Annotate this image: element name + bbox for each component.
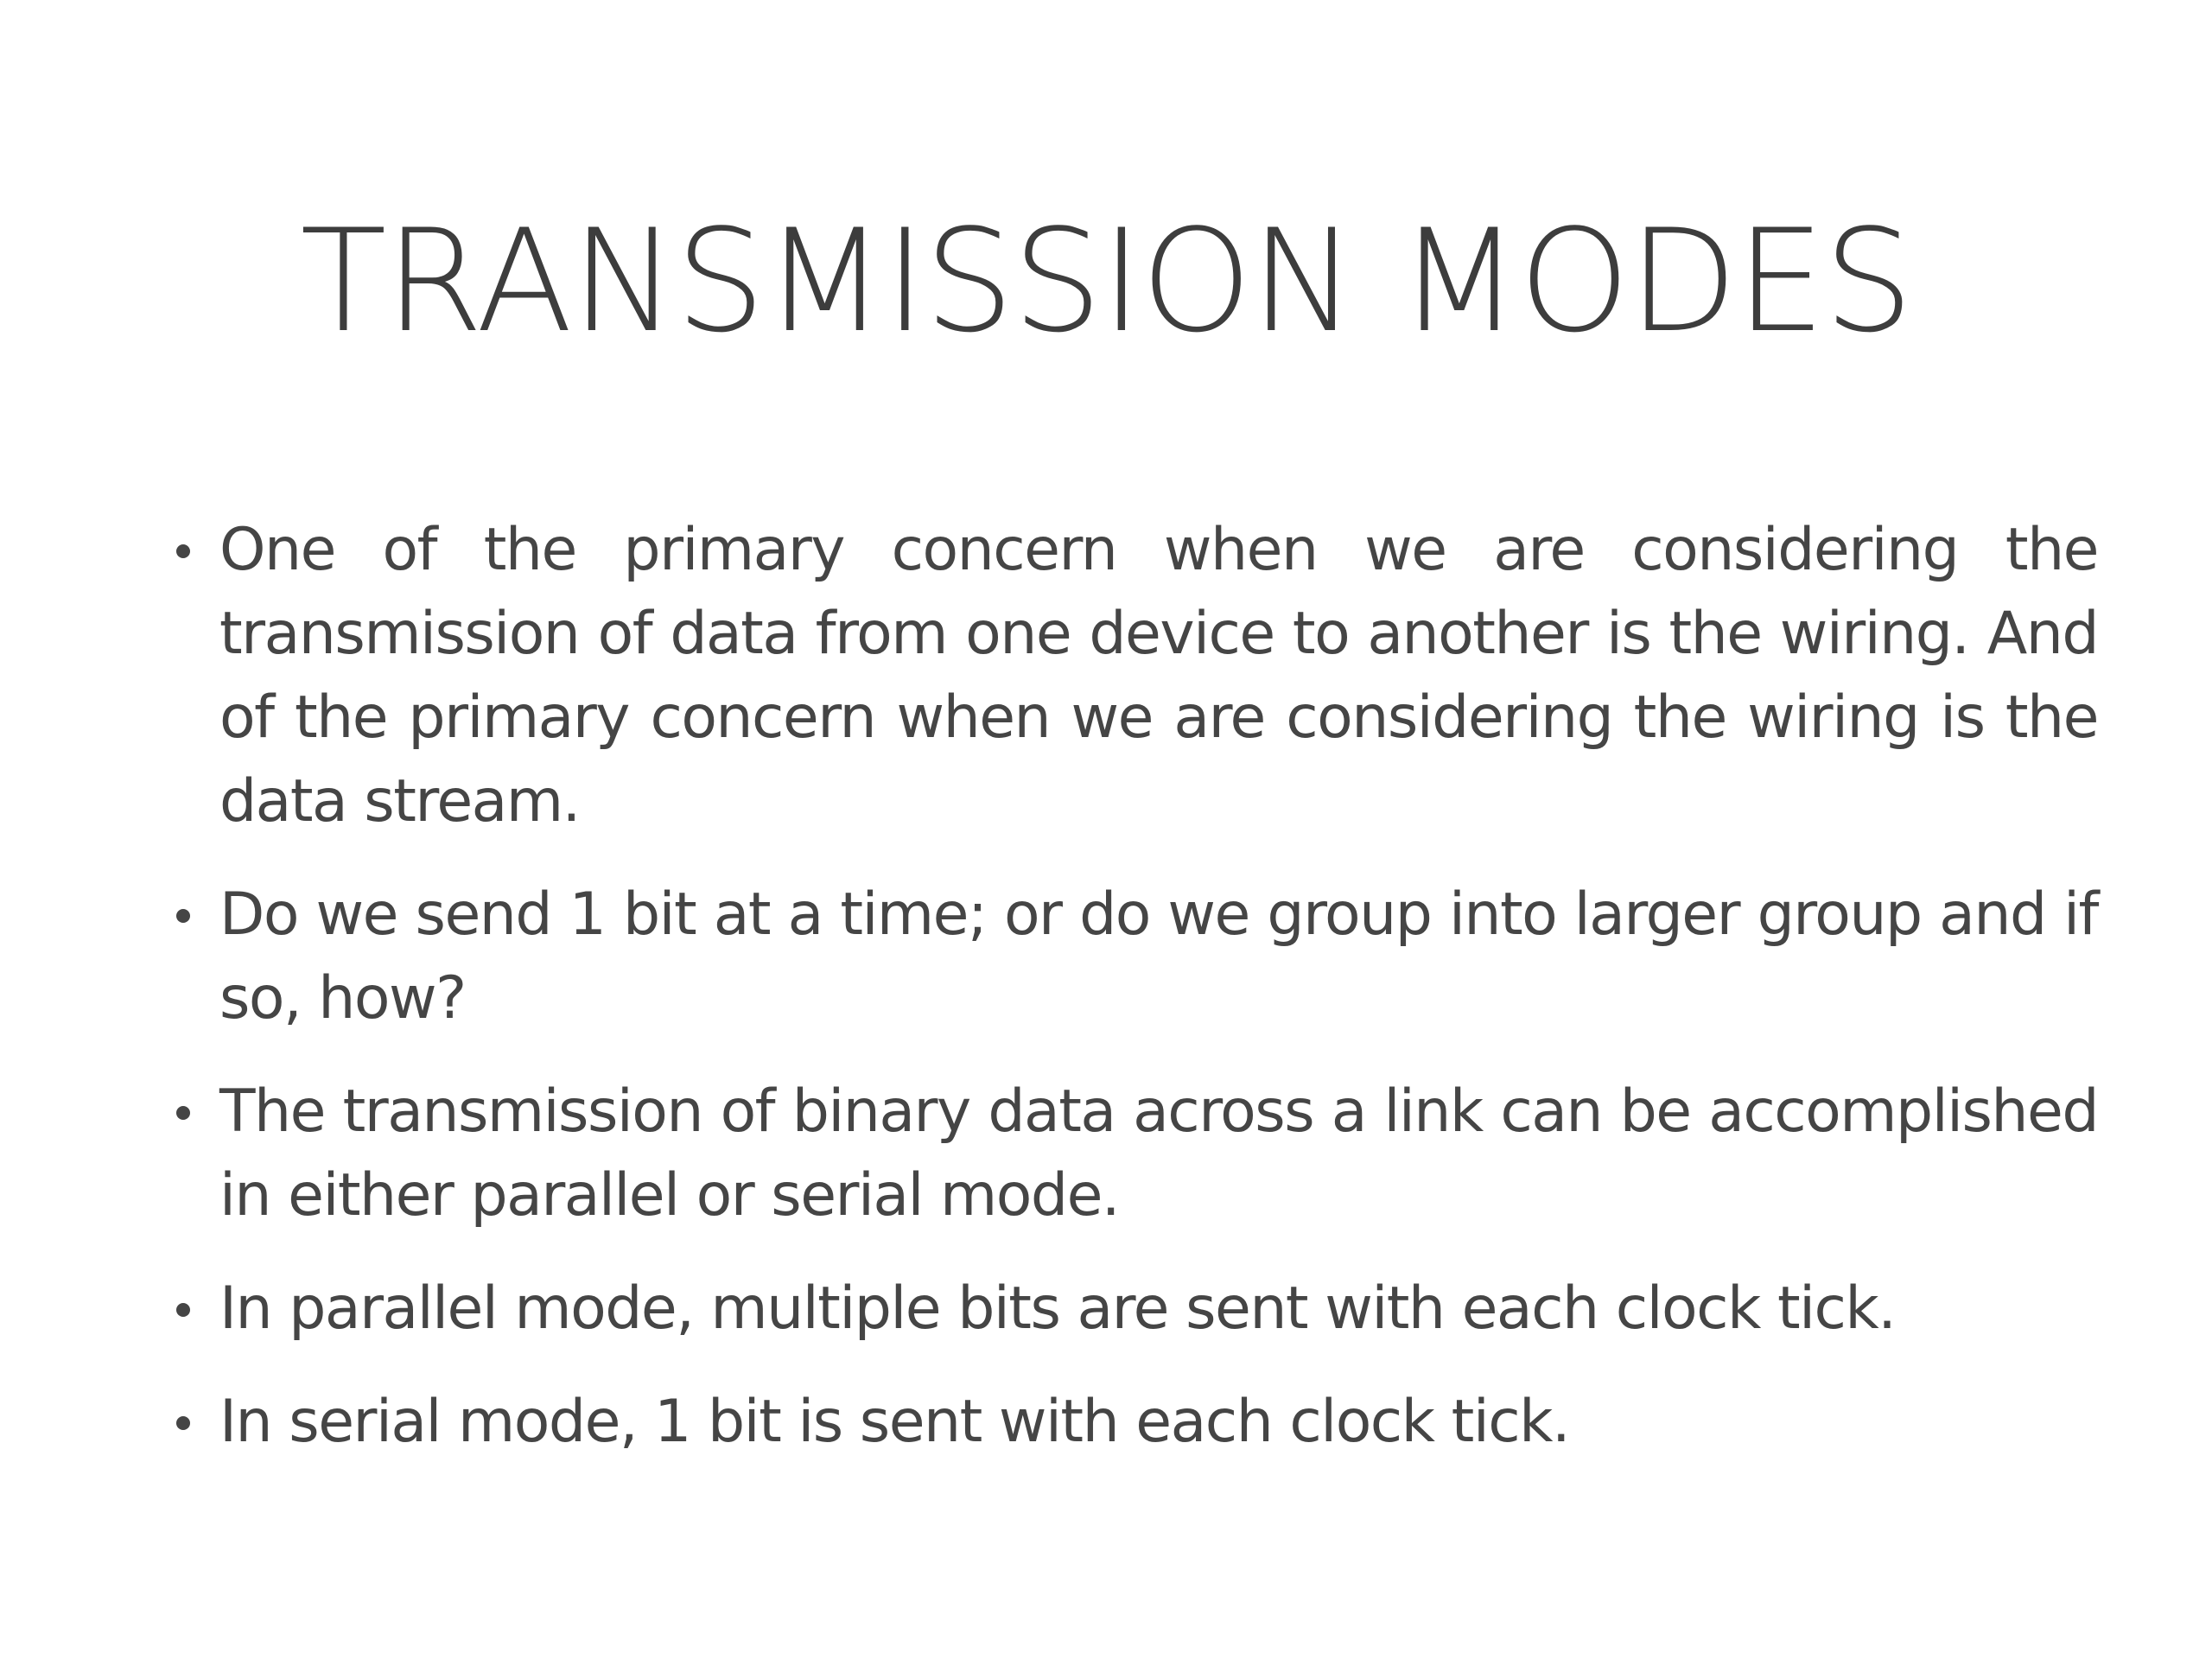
- bullet-item-wiring: [173, 508, 2098, 843]
- bullet-dot-icon: [176, 544, 190, 558]
- bullet-list: [173, 508, 2098, 1493]
- bullet-text: One of the primary concern when we are considering the transmission of data from one device to another is the wiring. And of the primary concern when we are considering the wiring is the data stream.: [219, 516, 2098, 836]
- bullet-item-grouping: [173, 873, 2098, 1040]
- bullet-item-modes: [173, 1070, 2098, 1237]
- bullet-item-serial: [173, 1380, 2098, 1464]
- slide-title: TRANSMISSION MODES: [300, 199, 1912, 364]
- bullet-dot-icon: [176, 1303, 190, 1317]
- bullet-item-parallel: [173, 1267, 2098, 1351]
- bullet-text: In serial mode, 1 bit is sent with each clock tick.: [219, 1388, 1570, 1456]
- bullet-text: Do we send 1 bit at a time; or do we group into larger group and if so, how?: [219, 880, 2098, 1033]
- bullet-text: The transmission of binary data across a link can be accomplished in either parallel or serial mode.: [219, 1077, 2098, 1230]
- bullet-text: In parallel mode, multiple bits are sent with each clock tick.: [219, 1274, 1896, 1343]
- bullet-dot-icon: [176, 1106, 190, 1120]
- bullet-dot-icon: [176, 909, 190, 923]
- bullet-dot-icon: [176, 1416, 190, 1430]
